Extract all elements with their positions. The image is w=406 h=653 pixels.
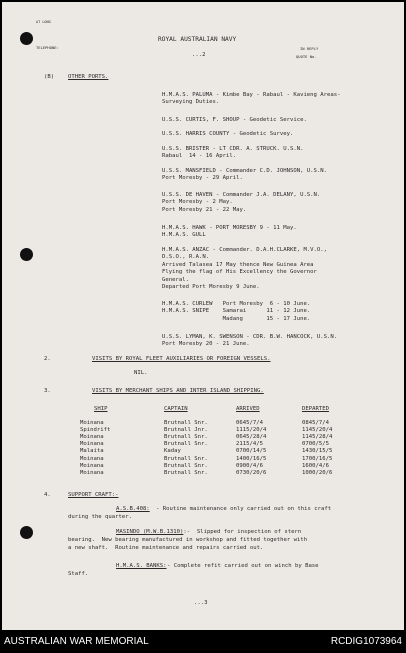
page-marker: ...2 [192,52,206,58]
captain-cell: Brutnall Snr. [164,434,208,441]
column-header: SHIP [94,406,108,412]
captain-cell: Brutnall Jnr. [164,427,208,434]
table-row [80,427,380,434]
ship-entry-line: Port Moresby 20 - 21 June. [162,341,250,348]
ship-entry-line: Surveying Duties. [162,99,220,106]
ship-entry-line: General. [162,276,189,283]
ship-entry-line: U.S.S. BRISTER - LT CDR. A. STRUCK. U.S.N. [162,146,304,152]
ship-cell: Moinana [80,455,104,462]
ship-entry-line: U.S.S. HARRIS COUNTY - Geodetic Survey. [162,131,294,137]
ship-entry-line: Rabaul 14 - 16 April. [162,153,237,160]
table-header-row [80,406,380,413]
section-heading: OTHER PORTS. [68,74,109,80]
archive-footer [0,630,406,653]
craft-text: Staff. [68,571,89,577]
ship-cell: Spindrift [80,427,111,434]
craft-text: - Routine maintenance only carried out on this craft [156,506,332,512]
table-row [80,420,380,427]
ship-entry-line: H.M.A.S. GULL [162,232,206,239]
section-label: (B) [44,74,55,80]
departed-cell: 1000/20/6 [302,469,333,476]
ship-entry-line: H.M.A.S. PALUMA - Kimbe Bay - Rabaul - Kavieng Areas- [162,92,341,98]
quote-label: QUOTE No. [296,54,317,59]
craft-text: - Complete refit carried out on winch by Base [167,563,319,569]
arrived-cell: 2115/4/5 [236,441,263,448]
section-number: 4. [44,492,51,498]
section-number: 2. [44,356,51,362]
section-value: NIL. [134,370,148,376]
ship-entry-line: H.M.A.S. HAWK - PORT MORESBY 9 - 11 May. [162,225,297,231]
arrived-cell: 0645/28/4 [236,434,267,441]
column-header: DEPARTED [302,406,329,412]
table-row [80,441,380,448]
section-heading: VISITS BY ROYAL FLEET AUXILIARIES OR FOREIGN VESSELS. [92,356,271,362]
arrived-cell: 0900/4/6 [236,462,263,469]
craft-text: :- Slipped for inspection of stern [180,529,302,535]
craft-name: MASINDO (M.W.B.1310) [116,529,184,535]
arrived-cell: 0700/14/5 [236,448,267,455]
ship-entry-line: U.S.S. CURTIS, F. SHOUP - Geodetic Service. [162,117,307,123]
departed-cell: 0845/7/4 [302,420,329,426]
punch-hole [20,248,33,261]
departed-cell: 1430/15/5 [302,448,333,455]
ship-entry-line: Madang 15 - 17 June. [162,315,311,322]
departed-cell: 1700/16/5 [302,455,333,462]
table-row [80,434,380,441]
footer-id: RCDIG1073964 [330,636,402,647]
column-header: CAPTAIN [164,406,188,412]
ship-entry-line: U.S.S. MANSFIELD - Commander C.D. JOHNSON, U.S.N. [162,168,328,174]
ship-entry-line: H.M.A.S. ANZAC - Commander. D.A.H.CLARKE, M.V.O., [162,247,328,253]
arrived-cell: 0730/20/6 [236,469,267,476]
captain-cell: Kaday [164,448,181,455]
captain-cell: Brutnall Snr. [164,420,208,426]
departed-cell: 1145/20/4 [302,427,333,434]
ship-entry-line: U.S.S. DE HAVEN - Commander J.A. DELANY, U.S.N. [162,192,321,198]
column-header: ARRIVED [236,406,260,412]
ship-entry-line: H.M.A.S. SNIPE Samarai 11 - 12 June. [162,308,311,315]
ship-cell: Moinana [80,420,104,426]
ship-entry-line: Port Moresby - 29 April. [162,175,243,182]
telephone-label: TELEPHONE: [36,45,59,50]
section-number: 3. [44,388,51,394]
page-continuation: ...3 [194,600,208,606]
craft-name: A.S.B.408: [116,506,150,512]
header-small-label: AT LONG [36,20,51,24]
ship-entry-line: Flying the flag of His Excellency the Governor [162,269,317,276]
footer-source: AUSTRALIAN WAR MEMORIAL [4,636,149,647]
departed-cell: 1145/28/4 [302,434,333,441]
captain-cell: Brutnall Snr. [164,455,208,462]
ship-entry-line: Departed Port Moresby 9 June. [162,284,260,290]
arrived-cell: 0645/7/4 [236,420,263,426]
departed-cell: 1600/4/6 [302,462,329,469]
craft-text: a new shaft. Routine maintenance and repairs carried out. [68,545,264,551]
captain-cell: Brutnall Snr. [164,441,208,448]
ship-cell: Moinana [80,434,104,441]
captain-cell: Brutnall Snr. [164,469,208,476]
ship-cell: Moinana [80,441,104,448]
craft-text: during the quarter. [68,514,132,520]
ship-cell: Moinana [80,462,104,469]
ship-entry-line: Arrived Talasea 17 May thence New Guinea Area [162,261,314,268]
ship-entry-line: U.S.S. LYMAN, K. SWENSON - CDR. B.W. HANCOCK, U.S.N. [162,334,338,340]
ship-entry-line: H.M.A.S. CURLEW Port Moresby 6 - 10 June. [162,301,311,307]
arrived-cell: 1400/16/5 [236,455,267,462]
ship-entry-line: D.S.O., R.A.N. [162,254,210,261]
captain-cell: Brutnall Snr. [164,462,208,469]
departed-cell: 0700/5/5 [302,441,329,448]
table-row [80,470,380,477]
reply-label: IN REPLY [300,46,319,51]
section-heading: SUPPORT CRAFT:- [68,492,119,498]
craft-name: H.M.A.S. BANKS: [116,563,167,569]
table-row [80,463,380,470]
section-heading: VISITS BY MERCHANT SHIPS AND INTER ISLAND SHIPPING. [92,388,264,394]
punch-hole [20,32,33,45]
ship-cell: Malaita [80,448,104,455]
craft-text: bearing. New bearing manufactured in workshop and fitted together with [68,537,308,543]
table-row [80,456,380,463]
arrived-cell: 1115/20/4 [236,427,267,434]
punch-hole [20,526,33,539]
ship-entry-line: Port Moresby - 2 May. [162,199,233,206]
letterhead-title: ROYAL AUSTRALIAN NAVY [158,36,237,43]
ship-cell: Moinana [80,469,104,476]
ship-entry-line: Port Moresby 21 - 22 May. [162,206,247,213]
table-row [80,448,380,455]
document-page [2,2,404,630]
